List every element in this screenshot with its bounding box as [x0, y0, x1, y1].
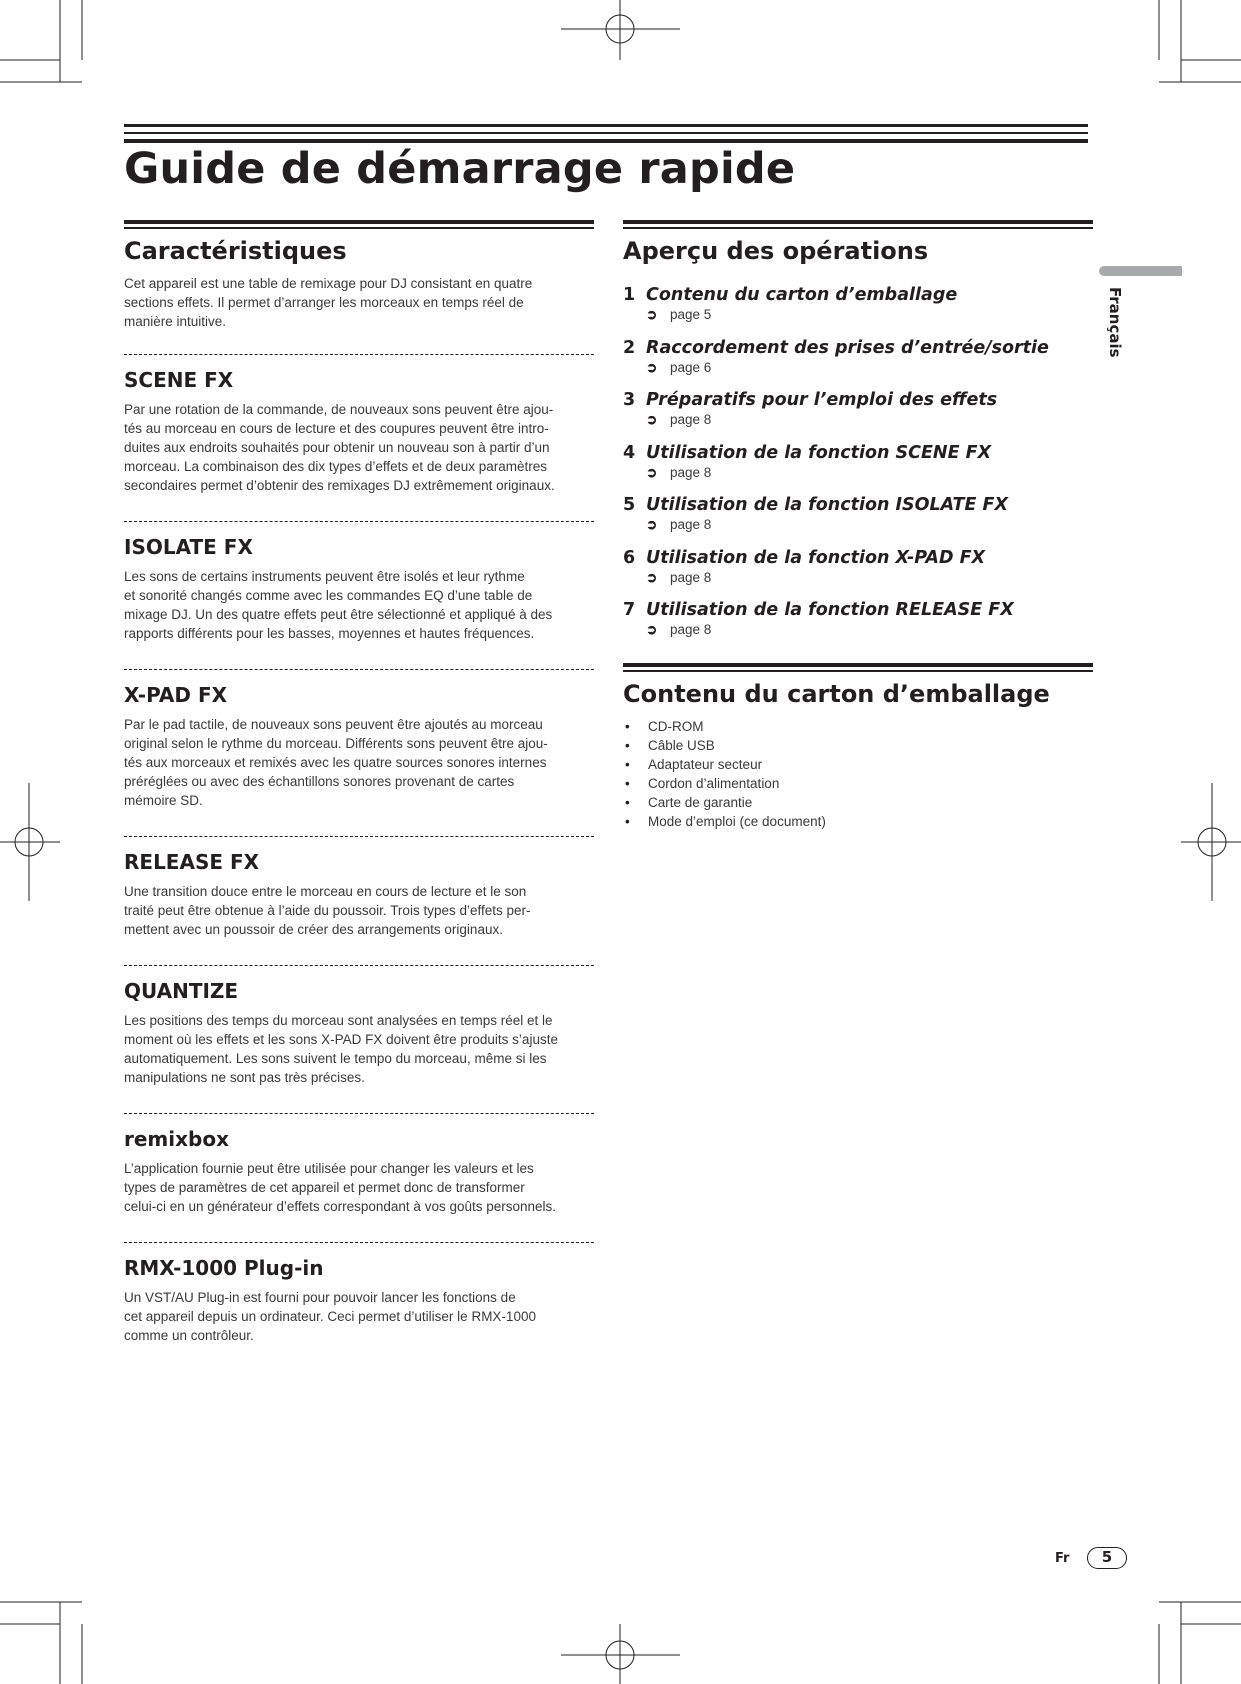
dashed-divider — [124, 521, 594, 522]
list-item-text: CD-ROM — [648, 719, 704, 734]
operation-title: Contenu du carton d’emballage — [646, 285, 958, 305]
arrow-right-icon: ➲ — [646, 464, 658, 480]
section-heading: ISOLATE FX — [124, 535, 253, 559]
operation-number: 4 — [623, 442, 636, 463]
operation-item — [623, 284, 1093, 337]
overview-section — [623, 220, 1093, 266]
operation-item — [623, 599, 1093, 652]
page-reference[interactable]: page 5 — [670, 307, 712, 322]
operation-title: Préparatifs pour l’emploi des effets — [646, 390, 998, 410]
footer-language-code: Fr — [1055, 1551, 1070, 1566]
bullet-icon: • — [625, 757, 630, 772]
operation-title: Utilisation de la fonction SCENE FX — [646, 442, 992, 463]
operation-number: 1 — [623, 285, 636, 305]
package-section — [623, 663, 1093, 831]
arrow-right-icon: ➲ — [646, 517, 658, 532]
section-rule — [623, 663, 1093, 672]
page-number: 5 — [1087, 1547, 1127, 1569]
quantize-section — [124, 965, 594, 1087]
section-heading: Aperçu des opérations — [623, 237, 929, 265]
section-body: Par une rotation de la commande, de nouveaux sons peuvent être ajou- tés au morceau en cours de lecture et des coupures peuvent être intro- duites aux endroits souhaités pour obtenir un nouveau son à partir d’un morceau. La combinaison des dix types d’effets et de deux paramètres secondaires permet d’obtenir des remixages DJ extrêmement originaux. — [124, 402, 555, 493]
section-body: Un VST/AU Plug-in est fourni pour pouvoir lancer les fonctions de cet appareil depuis un ordinateur. Ceci permet d’utiliser le RMX-1000 comme un contrôleur. — [124, 1290, 536, 1343]
scene-fx-section — [124, 354, 594, 495]
section-body: Les sons de certains instruments peuvent être isolés et leur rythme et sonorité changés comme avec les commandes EQ d’une table de mixage DJ. Un des quatre effets peut être sélectionné et appliqué à des rapports différents pour les basses, moyennes et hautes fréquences. — [124, 569, 553, 641]
remixbox-section — [124, 1113, 594, 1216]
dashed-divider — [124, 1113, 594, 1114]
page-reference[interactable]: page 8 — [670, 412, 712, 427]
section-heading: X-PAD FX — [124, 683, 228, 707]
operation-item — [623, 494, 1093, 547]
section-body: Les positions des temps du morceau sont analysées en temps réel et le moment où les effets et les sons X-PAD FX doivent être produits s’ajuste automatiquement. Les sons suivent le tempo du morceau, même si les manipulations ne sont pas très précises. — [124, 1013, 558, 1085]
title-rules — [124, 124, 1088, 143]
list-item-text: Mode d’emploi (ce document) — [648, 814, 826, 829]
section-heading: RELEASE FX — [124, 850, 260, 874]
operation-title: Utilisation de la fonction RELEASE FX — [646, 600, 1014, 620]
operation-item — [623, 389, 1093, 442]
dashed-divider — [124, 354, 594, 355]
operations-list — [623, 284, 1093, 652]
section-body: Cet appareil est une table de remixage pour DJ consistant en quatre sections effets. Il permet d’arranger les morceaux en temps réel de manière intuitive. — [124, 276, 533, 329]
page-reference[interactable]: page 8 — [670, 517, 712, 532]
operation-title: Raccordement des prises d’entrée/sortie — [646, 337, 1049, 358]
page-title: Guide de démarrage rapide — [124, 144, 796, 194]
page-reference[interactable]: page 8 — [670, 569, 712, 585]
page-reference[interactable]: page 8 — [670, 622, 712, 637]
section-heading: SCENE FX — [124, 368, 234, 392]
package-list — [623, 717, 1093, 831]
page-reference[interactable]: page 6 — [670, 359, 712, 375]
list-item-text: Câble USB — [648, 738, 715, 753]
section-heading: QUANTIZE — [124, 979, 239, 1003]
dashed-divider — [124, 836, 594, 837]
operation-item — [623, 547, 1093, 600]
release-fx-section — [124, 836, 594, 939]
section-body: L’application fournie peut être utilisée pour changer les valeurs et les types de paramètres de cet appareil et permet donc de transformer celui-ci en un générateur d’effets correspondant à vos goûts personnels. — [124, 1161, 557, 1214]
arrow-right-icon: ➲ — [646, 359, 658, 375]
bullet-icon: • — [625, 795, 630, 810]
x-pad-fx-section — [124, 669, 594, 810]
arrow-right-icon: ➲ — [646, 307, 658, 322]
list-item — [623, 793, 1093, 812]
isolate-fx-section — [124, 521, 594, 643]
list-item — [623, 717, 1093, 736]
arrow-right-icon: ➲ — [646, 412, 658, 427]
operation-number: 3 — [623, 390, 636, 410]
bullet-icon: • — [625, 776, 630, 791]
list-item — [623, 812, 1093, 831]
section-body: Par le pad tactile, de nouveaux sons peuvent être ajoutés au morceau original selon le rythme du morceau. Différents sons peuvent être ajou- tés aux morceaux et remixés avec les quatre sources sonores internes préréglées ou avec des échantillons sonores provenant de cartes mémoire SD. — [124, 717, 548, 808]
section-heading: RMX-1000 Plug-in — [124, 1256, 324, 1280]
section-body: Une transition douce entre le morceau en cours de lecture et le son traité peut être obtenue à l’aide du poussoir. Trois types d’effets per- mettent avec un poussoir de créer des arrangements originaux. — [124, 884, 531, 937]
page-reference[interactable]: page 8 — [670, 464, 712, 480]
operation-item — [623, 442, 1093, 495]
features-section — [124, 220, 594, 331]
list-item — [623, 736, 1093, 755]
operation-title: Utilisation de la fonction X-PAD FX — [646, 547, 986, 568]
operation-number: 5 — [623, 495, 636, 515]
section-heading: Contenu du carton d’emballage — [623, 680, 1050, 708]
list-item-text: Carte de garantie — [648, 795, 753, 810]
plugin-section — [124, 1242, 594, 1345]
dashed-divider — [124, 669, 594, 670]
section-rule — [623, 220, 1093, 229]
operation-number: 2 — [623, 337, 636, 358]
operation-number: 7 — [623, 600, 636, 620]
language-label: Français — [1106, 287, 1124, 358]
dashed-divider — [124, 1242, 594, 1243]
bullet-icon: • — [625, 814, 630, 829]
arrow-right-icon: ➲ — [646, 622, 658, 637]
list-item-text: Adaptateur secteur — [648, 757, 763, 772]
list-item-text: Cordon d’alimentation — [648, 776, 780, 791]
dashed-divider — [124, 965, 594, 966]
bullet-icon: • — [625, 738, 630, 753]
list-item — [623, 774, 1093, 793]
arrow-right-icon: ➲ — [646, 569, 658, 585]
section-heading: Caractéristiques — [124, 237, 347, 265]
list-item — [623, 755, 1093, 774]
section-rule — [124, 220, 594, 229]
bullet-icon: • — [625, 719, 630, 734]
language-tab — [1099, 266, 1182, 276]
operation-title: Utilisation de la fonction ISOLATE FX — [646, 495, 1008, 515]
operation-item — [623, 337, 1093, 390]
section-heading: remixbox — [124, 1127, 229, 1151]
operation-number: 6 — [623, 547, 636, 568]
